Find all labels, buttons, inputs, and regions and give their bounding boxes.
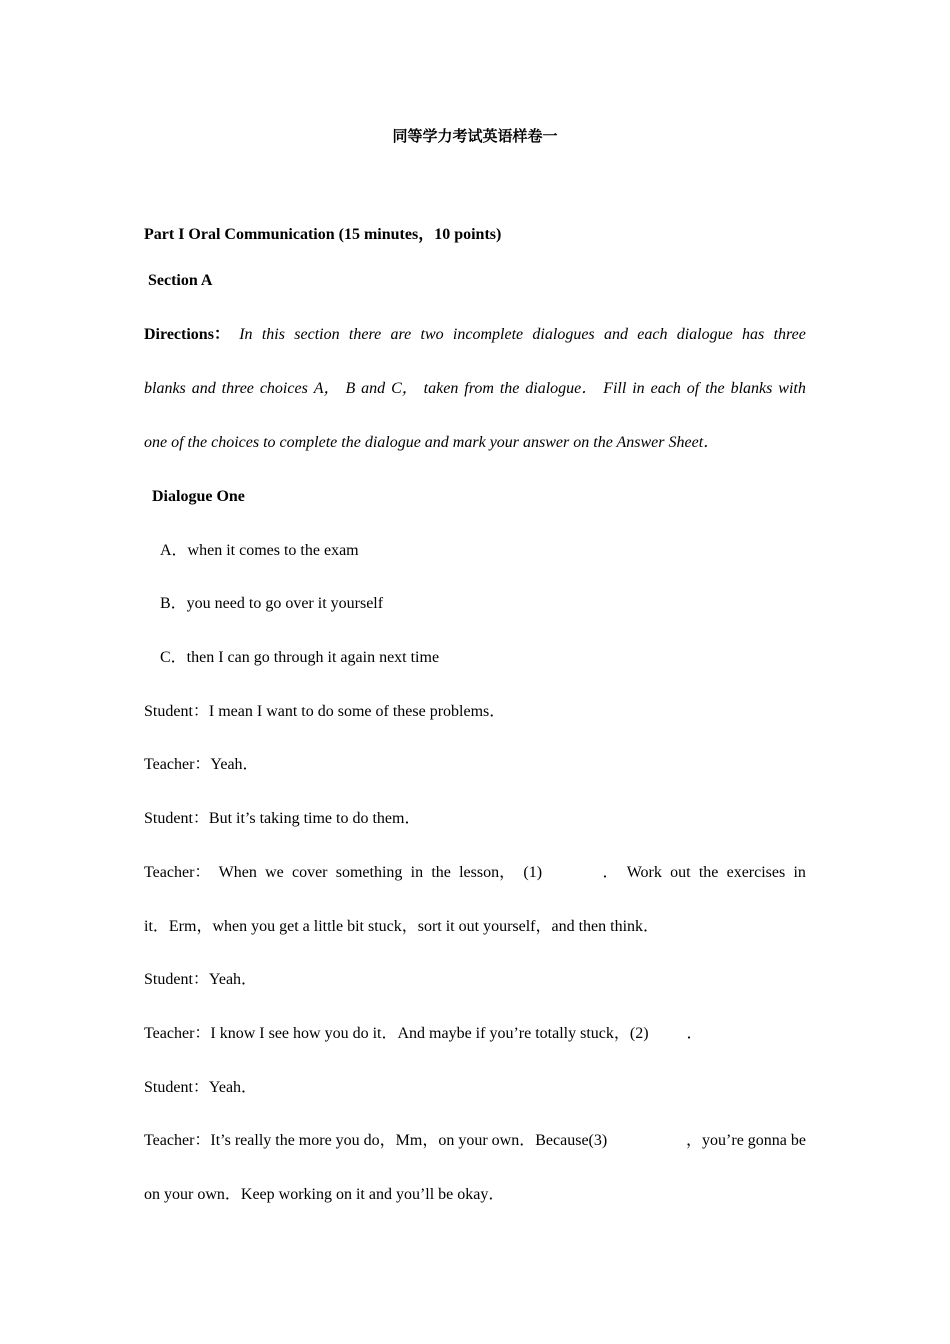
dialogue-line-teacher-2 xyxy=(144,863,806,883)
directions-word: choices xyxy=(259,380,308,397)
directions-word: this xyxy=(261,326,285,343)
dialogue-text: ． xyxy=(686,1025,703,1042)
section-heading: Section A xyxy=(148,272,213,289)
dialogue-text: Teacher：I know I see how you do it．And maybe if you’re totally stuck，(2) xyxy=(144,1025,649,1042)
directions-word: and xyxy=(191,380,216,397)
directions-word: are xyxy=(390,326,412,343)
directions-word: section xyxy=(294,326,340,343)
directions-word: C， xyxy=(391,380,418,397)
dialogue-word: something xyxy=(335,864,403,881)
directions-word: of xyxy=(686,380,700,397)
dialogue-word: the xyxy=(698,864,719,881)
dialogue-word: we xyxy=(265,864,284,881)
dialogue-word: cover xyxy=(291,864,328,881)
dialogue-line-student-3: Student：Yeah． xyxy=(144,971,258,988)
directions-word: three xyxy=(221,380,254,397)
directions-word: blanks xyxy=(144,380,186,397)
page-title: 同等学力考试英语样卷一 xyxy=(392,127,558,145)
dialogue-word: in xyxy=(793,864,806,881)
dialogue-line-teacher-2-cont: it．Erm，when you get a little bit stuck，sort it out yourself，and then think． xyxy=(144,918,660,935)
dialogue-heading: Dialogue One xyxy=(152,488,245,505)
directions-word: the xyxy=(705,380,725,397)
directions-word: B xyxy=(345,380,356,397)
dialogue-line-teacher-4-cont: on your own．Keep working on it and you’ll be okay． xyxy=(144,1186,505,1203)
directions-word: dialogue． xyxy=(525,380,598,397)
directions-word: each xyxy=(650,380,681,397)
directions-word: two xyxy=(420,326,444,343)
directions-word: three xyxy=(773,326,806,343)
dialogue-word: in xyxy=(410,864,424,881)
directions-word: Fill xyxy=(603,380,627,397)
directions-word: with xyxy=(778,380,806,397)
directions-word: A， xyxy=(313,380,340,397)
directions-word: and xyxy=(361,380,386,397)
directions-line-2 xyxy=(144,379,806,399)
directions-line-1 xyxy=(144,325,806,345)
dialogue-line-student-2: Student：But it’s taking time to do them． xyxy=(144,810,421,827)
dialogue-word: When xyxy=(218,864,257,881)
directions-word: the xyxy=(499,380,520,397)
blank-number-1: (1) xyxy=(523,864,543,881)
directions-word: dialogue xyxy=(676,326,733,343)
directions-word: incomplete xyxy=(452,326,524,343)
dialogue-line-teacher-4 xyxy=(144,1131,806,1151)
dialogue-word: Teacher： xyxy=(144,864,211,881)
choice-c: C．then I can go through it again next time xyxy=(160,649,440,666)
dialogue-line-teacher-1: Teacher：Yeah． xyxy=(144,756,259,773)
dialogue-text: Teacher：It’s really the more you do，Mm，on your own．Because(3) xyxy=(144,1132,608,1149)
dialogue-word: out xyxy=(670,864,691,881)
directions-word: dialogues xyxy=(532,326,595,343)
choice-b: B．you need to go over it yourself xyxy=(160,595,384,612)
dialogue-line-student-1: Student：I mean I want to do some of these problems． xyxy=(144,703,506,720)
directions-word: there xyxy=(348,326,382,343)
answer-blank xyxy=(550,863,594,883)
directions-word: taken xyxy=(423,380,459,397)
choice-a: A．when it comes to the exam xyxy=(160,542,359,559)
dialogue-word: ． xyxy=(602,864,619,881)
directions-word: in xyxy=(632,380,645,397)
dialogue-line-teacher-3 xyxy=(144,1024,806,1044)
directions-label: Directions： xyxy=(144,326,230,343)
directions-word: and xyxy=(603,326,628,343)
dialogue-word: the xyxy=(431,864,451,881)
directions-word: has xyxy=(742,326,765,343)
dialogue-text: ，you’re gonna be xyxy=(686,1132,806,1149)
dialogue-word: lesson， xyxy=(459,864,516,881)
directions-word: from xyxy=(464,380,494,397)
dialogue-word: exercises xyxy=(726,864,786,881)
directions-word: blanks xyxy=(730,380,773,397)
dialogue-line-student-4: Student：Yeah． xyxy=(144,1079,258,1096)
directions-line-3: one of the choices to complete the dialogue and mark your answer on the Answer Sheet． xyxy=(144,434,720,451)
part-heading: Part I Oral Communication (15 minutes，10 points) xyxy=(144,226,502,243)
directions-word: each xyxy=(637,326,668,343)
dialogue-word: Work xyxy=(626,864,662,881)
directions-word: In xyxy=(239,326,253,343)
